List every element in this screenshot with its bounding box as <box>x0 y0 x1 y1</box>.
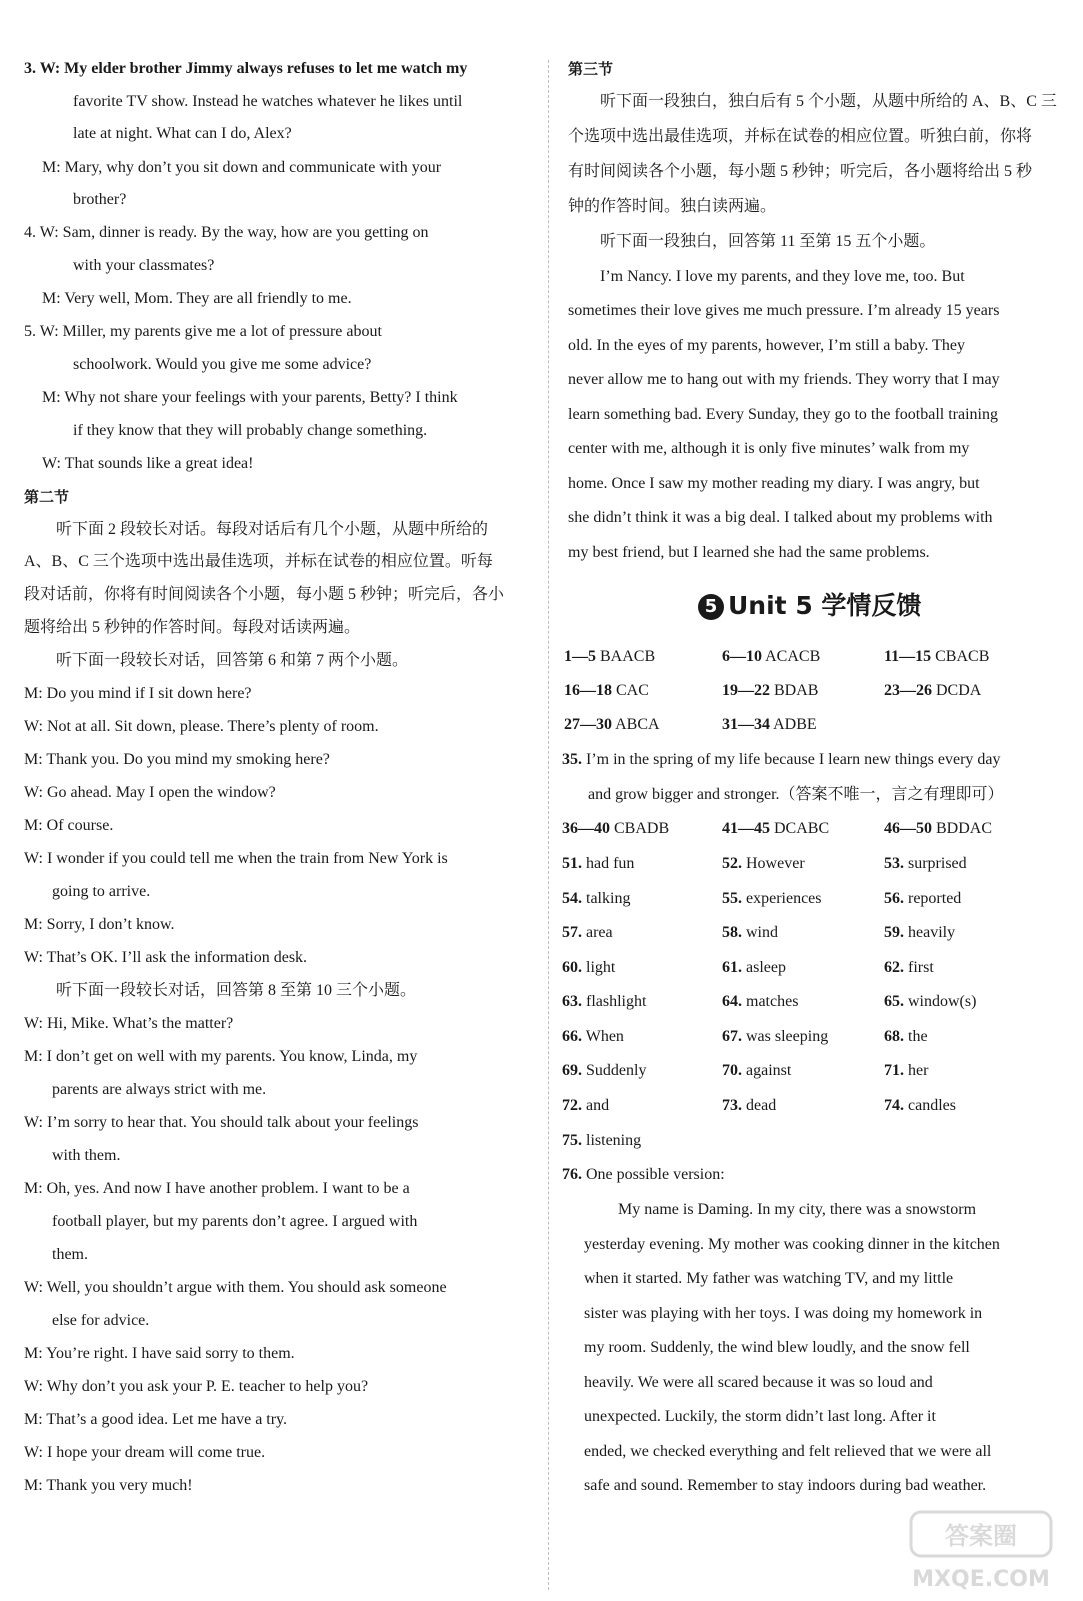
text-line: 3. W: My elder brother Jimmy always refuses to let me watch my <box>24 60 468 77</box>
text-line: M: Very well, Mom. They are all friendly to me. <box>42 290 352 307</box>
answer-cell: 27—30 ABCA <box>564 716 660 733</box>
text-line: else for advice. <box>52 1312 150 1329</box>
answer-cell: 51. had fun <box>562 855 635 872</box>
text-line: 5. W: Miller, my parents give me a lot of pressure about <box>24 323 382 340</box>
answer-cell: 75. listening <box>562 1132 642 1149</box>
answer-cell: 69. Suddenly <box>562 1062 647 1079</box>
text-line: learn something bad. Every Sunday, they go to the football training <box>568 406 998 423</box>
answer-cell: 74. candles <box>884 1097 956 1114</box>
answer-cell: 1—5 BAACB <box>564 648 656 665</box>
text-line: 个选项中选出最佳选项，并标在试卷的相应位置。听独白前，你将 <box>568 128 1033 145</box>
unit-title <box>698 588 921 624</box>
text-line: late at night. What can I do, Alex? <box>73 125 292 142</box>
column-divider <box>548 60 549 1590</box>
essay-line: yesterday evening. My mother was cooking dinner in the kitchen <box>584 1236 1000 1253</box>
text-line: W: I’m sorry to hear that. You should talk about your feelings <box>24 1114 419 1131</box>
text-line: 钟的作答时间。独白读两遍。 <box>568 198 777 215</box>
text-line: M: I don’t get on well with my parents. You know, Linda, my <box>24 1048 418 1065</box>
text-line: 段对话前，你将有时间阅读各个小题，每小题 5 秒钟；听完后，各小 <box>24 586 505 603</box>
answer-cell: 63. flashlight <box>562 993 647 1010</box>
answer-cell: 57. area <box>562 924 613 941</box>
text-line: she didn’t think it was a big deal. I talked about my problems with <box>568 509 993 526</box>
section-heading: 第三节 <box>568 60 614 78</box>
answer-cell: 64. matches <box>722 993 799 1010</box>
text-line: 听下面一段较长对话，回答第 6 和第 7 两个小题。 <box>56 652 409 669</box>
text-line: with your classmates? <box>73 257 215 274</box>
text-line: M: Mary, why don’t you sit down and communicate with your <box>42 159 442 176</box>
answer-cell: 70. against <box>722 1062 792 1079</box>
unit-title-text: Unit 5 学情反馈 <box>728 591 922 620</box>
text-line: parents are always strict with me. <box>52 1081 267 1098</box>
answer-cell: 23—26 DCDA <box>884 682 982 699</box>
text-line: 听下面一段独白，回答第 11 至第 15 五个小题。 <box>600 233 936 250</box>
text-line: M: Do you mind if I sit down here? <box>24 685 252 702</box>
section-heading: 第二节 <box>24 488 70 506</box>
text-line: W: Why don’t you ask your P. E. teacher to help you? <box>24 1378 369 1395</box>
text-line: M: Thank you very much! <box>24 1477 193 1494</box>
text-line: 听下面 2 段较长对话。每段对话后有几个小题，从题中所给的 <box>56 521 489 538</box>
answer-35: 35. I’m in the spring of my life because I learn new things every day <box>562 751 1001 768</box>
text-line: 有时间阅读各个小题，每小题 5 秒钟；听完后，各小题将给出 5 秒 <box>568 163 1033 180</box>
text-line: if they know that they will probably change something. <box>73 422 428 439</box>
text-line: football player, but my parents don’t agree. I argued with <box>52 1213 418 1230</box>
text-line: home. Once I saw my mother reading my diary. I was angry, but <box>568 475 980 492</box>
answer-cell: 65. window(s) <box>884 993 977 1010</box>
text-line: M: Why not share your feelings with your parents, Betty? I think <box>42 389 458 406</box>
answer-76-label: 76. One possible version: <box>562 1166 725 1183</box>
answer-cell: 31—34 ADBE <box>722 716 817 733</box>
text-line: W: Go ahead. May I open the window? <box>24 784 276 801</box>
text-line: W: Hi, Mike. What’s the matter? <box>24 1015 234 1032</box>
answer-cell: 58. wind <box>722 924 778 941</box>
text-line: A、B、C 三个选项中选出最佳选项，并标在试卷的相应位置。听每 <box>24 553 493 570</box>
text-line: 题将给出 5 秒钟的作答时间。每段对话读两遍。 <box>24 619 361 636</box>
text-line: sometimes their love gives me much pressure. I’m already 15 years <box>568 302 1000 319</box>
text-line: brother? <box>73 191 127 208</box>
answer-cell: 60. light <box>562 959 616 976</box>
answer-cell: 53. surprised <box>884 855 967 872</box>
answer-cell: 54. talking <box>562 890 631 907</box>
essay-line: sister was playing with her toys. I was doing my homework in <box>584 1305 983 1322</box>
text-line: M: Thank you. Do you mind my smoking here? <box>24 751 330 768</box>
answer-cell: 73. dead <box>722 1097 777 1114</box>
essay-line: unexpected. Luckily, the storm didn’t last long. After it <box>584 1408 936 1425</box>
text-line: W: That sounds like a great idea! <box>42 455 254 472</box>
answer-cell: 66. When <box>562 1028 624 1045</box>
text-line: going to arrive. <box>52 883 151 900</box>
answer-cell: 46—50 BDDAC <box>884 820 993 837</box>
essay-line: My name is Daming. In my city, there was a snowstorm <box>618 1201 977 1218</box>
answer-cell: 71. her <box>884 1062 929 1079</box>
text-line: old. In the eyes of my parents, however, I’m still a baby. They <box>568 337 966 354</box>
answer-cell: 11—15 CBACB <box>884 648 990 665</box>
answer-cell: 52. However <box>722 855 805 872</box>
text-line: M: Of course. <box>24 817 114 834</box>
text-line: M: Sorry, I don’t know. <box>24 916 175 933</box>
essay-line: ended, we checked everything and felt relieved that we were all <box>584 1443 992 1460</box>
answer-cell: 68. the <box>884 1028 928 1045</box>
unit-number-badge: 5 <box>698 594 724 620</box>
answer-cell: 67. was sleeping <box>722 1028 829 1045</box>
watermark-domain: MXQE.COM <box>912 1567 1050 1592</box>
text-line: 听下面一段较长对话，回答第 8 至第 10 三个小题。 <box>56 982 417 999</box>
answer-35-cont: and grow bigger and stronger.（答案不唯一，言之有理即可） <box>588 786 1004 803</box>
watermark-text: 答案圈 <box>945 1522 1017 1550</box>
text-line: them. <box>52 1246 88 1263</box>
answer-cell: 59. heavily <box>884 924 956 941</box>
text-line: M: That’s a good idea. Let me have a try. <box>24 1411 288 1428</box>
answer-cell: 16—18 CAC <box>564 682 649 699</box>
essay-line: safe and sound. Remember to stay indoors during bad weather. <box>584 1477 987 1494</box>
answer-cell: 56. reported <box>884 890 962 907</box>
answer-cell: 36—40 CBADB <box>562 820 670 837</box>
text-line: 4. W: Sam, dinner is ready. By the way, how are you getting on <box>24 224 429 241</box>
watermark-logo <box>901 1506 1061 1596</box>
text-line: M: Oh, yes. And now I have another problem. I want to be a <box>24 1180 410 1197</box>
answer-cell: 72. and <box>562 1097 610 1114</box>
text-line: schoolwork. Would you give me some advice? <box>73 356 372 373</box>
answer-cell: 61. asleep <box>722 959 786 976</box>
answer-cell: 6—10 ACACB <box>722 648 821 665</box>
answer-cell: 19—22 BDAB <box>722 682 819 699</box>
essay-line: when it started. My father was watching TV, and my little <box>584 1270 954 1287</box>
text-line: W: That’s OK. I’ll ask the information desk. <box>24 949 308 966</box>
text-line: with them. <box>52 1147 121 1164</box>
text-line: W: Not at all. Sit down, please. There’s plenty of room. <box>24 718 379 735</box>
text-line: W: I hope your dream will come true. <box>24 1444 266 1461</box>
answer-cell: 62. first <box>884 959 934 976</box>
text-line: favorite TV show. Instead he watches whatever he likes until <box>73 93 463 110</box>
text-line: never allow me to hang out with my friends. They worry that I may <box>568 371 1000 388</box>
text-line: my best friend, but I learned she had the same problems. <box>568 544 930 561</box>
text-line: W: Well, you shouldn’t argue with them. You should ask someone <box>24 1279 447 1296</box>
text-line: center with me, although it is only five minutes’ walk from my <box>568 440 970 457</box>
text-line: I’m Nancy. I love my parents, and they love me, too. But <box>600 268 965 285</box>
text-line: M: You’re right. I have said sorry to them. <box>24 1345 295 1362</box>
essay-line: heavily. We were all scared because it was so loud and <box>584 1374 933 1391</box>
essay-line: my room. Suddenly, the wind blew loudly, and the snow fell <box>584 1339 970 1356</box>
text-line: 听下面一段独白，独白后有 5 个小题，从题中所给的 A、B、C 三 <box>600 93 1057 110</box>
text-line: W: I wonder if you could tell me when the train from New York is <box>24 850 448 867</box>
answer-cell: 55. experiences <box>722 890 822 907</box>
answer-cell: 41—45 DCABC <box>722 820 830 837</box>
